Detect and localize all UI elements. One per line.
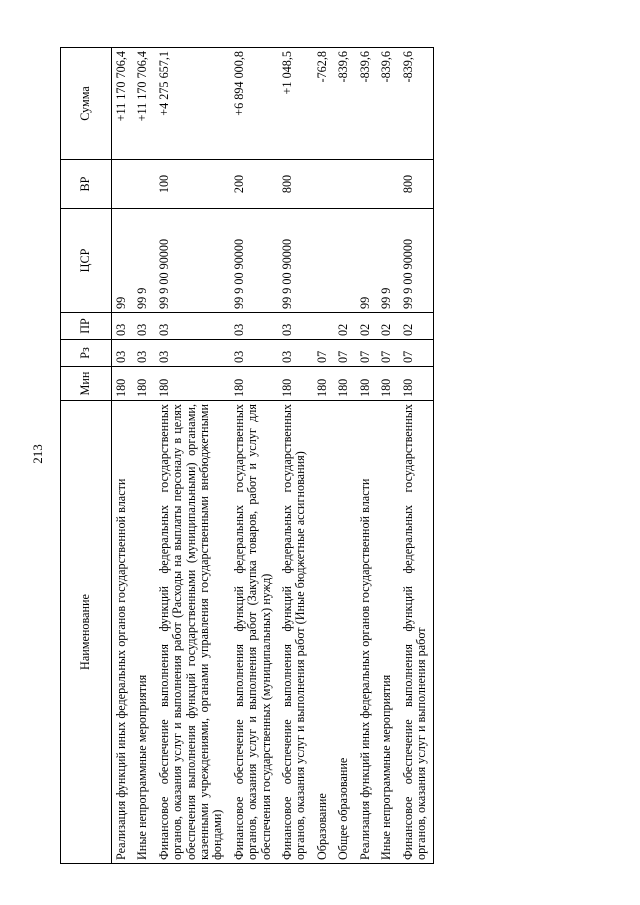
table-row bbox=[155, 48, 230, 864]
table-row bbox=[377, 48, 398, 864]
row-min: 180 bbox=[334, 367, 355, 401]
table-row bbox=[112, 48, 134, 864]
row-rz: 03 bbox=[133, 340, 154, 367]
table-row bbox=[356, 48, 377, 864]
rotated-page bbox=[60, 48, 580, 864]
row-min: 180 bbox=[356, 367, 377, 401]
row-vr bbox=[133, 160, 154, 209]
row-min: 180 bbox=[377, 367, 398, 401]
row-rz: 07 bbox=[313, 340, 334, 367]
row-pr: 02 bbox=[399, 313, 434, 340]
row-rz: 07 bbox=[356, 340, 377, 367]
row-rz: 03 bbox=[278, 340, 313, 367]
row-pr bbox=[313, 313, 334, 340]
row-pr: 03 bbox=[230, 313, 278, 340]
header-rz: Рз bbox=[61, 340, 112, 367]
row-csr: 99 9 00 90000 bbox=[399, 209, 434, 313]
page-number: 213 bbox=[30, 444, 45, 464]
row-pr: 03 bbox=[133, 313, 154, 340]
row-min: 180 bbox=[230, 367, 278, 401]
row-pr: 02 bbox=[334, 313, 355, 340]
row-vr bbox=[377, 160, 398, 209]
table-row bbox=[133, 48, 154, 864]
header-vr: ВР bbox=[61, 160, 112, 209]
row-min: 180 bbox=[133, 367, 154, 401]
row-min: 180 bbox=[313, 367, 334, 401]
row-csr: 99 9 bbox=[377, 209, 398, 313]
row-name: Общее образование bbox=[334, 401, 355, 864]
table-row bbox=[230, 48, 278, 864]
row-pr: 02 bbox=[377, 313, 398, 340]
row-pr: 03 bbox=[155, 313, 230, 340]
row-csr: 99 9 00 90000 bbox=[230, 209, 278, 313]
row-vr: 800 bbox=[399, 160, 434, 209]
row-vr: 800 bbox=[278, 160, 313, 209]
header-pr: ПР bbox=[61, 313, 112, 340]
row-sum: +6 894 000,8 bbox=[230, 48, 278, 160]
row-csr: 99 9 bbox=[133, 209, 154, 313]
row-name: Реализация функций иных федеральных органов государственной власти bbox=[112, 401, 134, 864]
header-name: Наименование bbox=[61, 401, 112, 864]
row-min: 180 bbox=[278, 367, 313, 401]
row-vr: 100 bbox=[155, 160, 230, 209]
row-rz: 07 bbox=[334, 340, 355, 367]
row-sum: -762,8 bbox=[313, 48, 334, 160]
row-csr bbox=[334, 209, 355, 313]
row-sum: -839,6 bbox=[377, 48, 398, 160]
row-sum: +1 048,5 bbox=[278, 48, 313, 160]
row-vr bbox=[112, 160, 134, 209]
row-name: Финансовое обеспечение выполнения функций федеральных государственных органов, оказания услуг и выполнения работ bbox=[399, 401, 434, 864]
row-sum: +11 170 706,4 bbox=[133, 48, 154, 160]
row-rz: 07 bbox=[377, 340, 398, 367]
row-csr: 99 9 00 90000 bbox=[278, 209, 313, 313]
row-sum: +4 275 657,1 bbox=[155, 48, 230, 160]
row-name: Реализация функций иных федеральных органов государственной власти bbox=[356, 401, 377, 864]
row-csr: 99 9 00 90000 bbox=[155, 209, 230, 313]
row-sum: -839,6 bbox=[356, 48, 377, 160]
header-csr: ЦСР bbox=[61, 209, 112, 313]
row-name: Финансовое обеспечение выполнения функций федеральных государственных органов, оказания услуг и выполнения работ (Закупка товаров, работ и услуг для обеспечения государственных (муниципальных) нужд) bbox=[230, 401, 278, 864]
row-vr bbox=[313, 160, 334, 209]
table-row bbox=[278, 48, 313, 864]
table-row bbox=[334, 48, 355, 864]
row-rz: 03 bbox=[112, 340, 134, 367]
row-pr: 02 bbox=[356, 313, 377, 340]
row-pr: 03 bbox=[278, 313, 313, 340]
row-rz: 03 bbox=[230, 340, 278, 367]
row-min: 180 bbox=[399, 367, 434, 401]
row-name: Образование bbox=[313, 401, 334, 864]
table-row bbox=[313, 48, 334, 864]
row-min: 180 bbox=[112, 367, 134, 401]
header-row bbox=[61, 48, 112, 864]
row-csr bbox=[313, 209, 334, 313]
row-sum: -839,6 bbox=[399, 48, 434, 160]
row-name: Иные непрограммные мероприятия bbox=[377, 401, 398, 864]
table-row bbox=[399, 48, 434, 864]
row-sum: -839,6 bbox=[334, 48, 355, 160]
row-name: Финансовое обеспечение выполнения функций федеральных государственных органов, оказания услуг и выполнения работ (Иные бюджетные ассигнования) bbox=[278, 401, 313, 864]
row-rz: 03 bbox=[155, 340, 230, 367]
row-vr bbox=[356, 160, 377, 209]
header-sum: Сумма bbox=[61, 48, 112, 160]
row-sum: +11 170 706,4 bbox=[112, 48, 134, 160]
row-pr: 03 bbox=[112, 313, 134, 340]
row-vr bbox=[334, 160, 355, 209]
budget-table bbox=[60, 47, 434, 864]
row-min: 180 bbox=[155, 367, 230, 401]
header-min: Мин bbox=[61, 367, 112, 401]
row-vr: 200 bbox=[230, 160, 278, 209]
row-csr: 99 bbox=[356, 209, 377, 313]
row-rz: 07 bbox=[399, 340, 434, 367]
row-csr: 99 bbox=[112, 209, 134, 313]
row-name: Иные непрограммные мероприятия bbox=[133, 401, 154, 864]
row-name: Финансовое обеспечение выполнения функций федеральных государственных органов, оказания услуг и выполнения работ (Расходы на выплаты персоналу в целях обеспечения выполнения функций государственными (муниципальными) органами, казенными учреждениями, органами управления государственными внебюджетными фондами) bbox=[155, 401, 230, 864]
